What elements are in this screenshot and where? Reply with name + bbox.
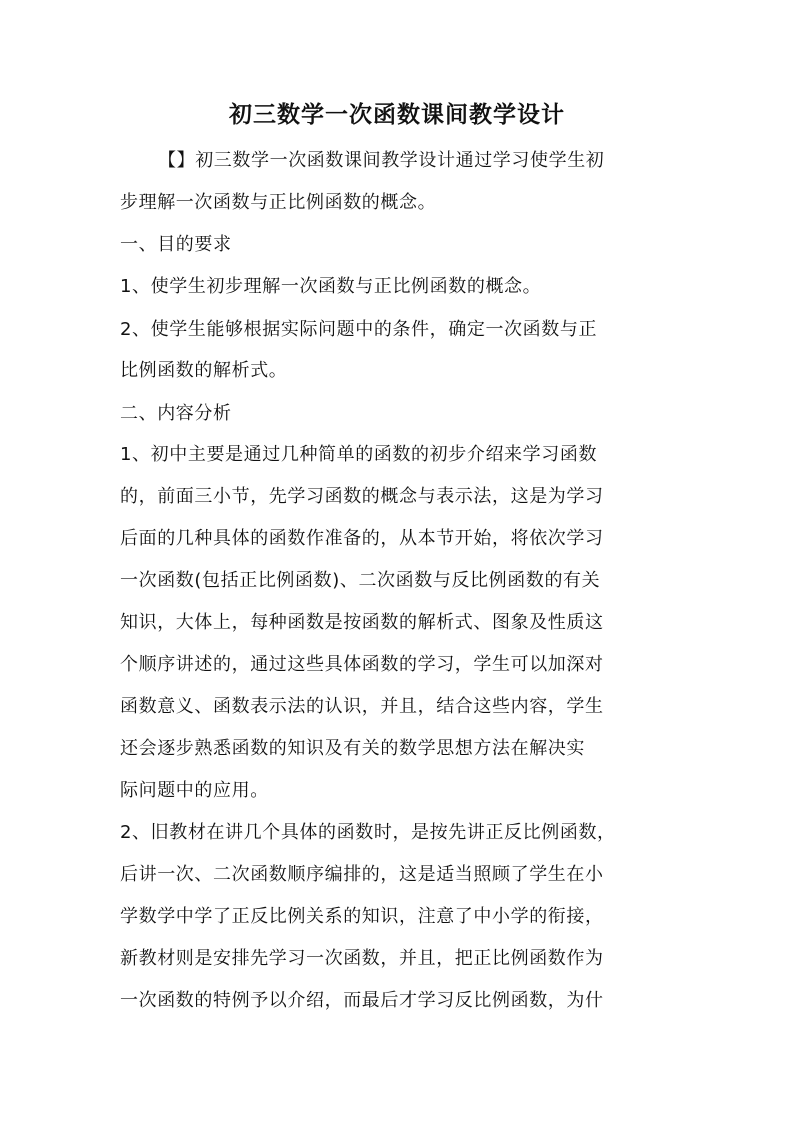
paragraph-line: 知识，大体上，每种函数是按函数的解析式、图象及性质这 bbox=[120, 612, 604, 633]
paragraph-line: 1、使学生初步理解一次函数与正比例函数的概念。 bbox=[120, 276, 542, 297]
paragraph-line: 一次函数(包括正比例函数)、二次函数与反比例函数的有关 bbox=[120, 570, 601, 591]
paragraph-line: 新教材则是安排先学习一次函数，并且，把正比例函数作为 bbox=[120, 948, 604, 969]
paragraph-line: 还会逐步熟悉函数的知识及有关的数学思想方法在解决实 bbox=[120, 738, 585, 759]
paragraph-line: 函数意义、函数表示法的认识，并且，结合这些内容，学生 bbox=[120, 696, 604, 717]
paragraph-line: 步理解一次函数与正比例函数的概念。 bbox=[120, 192, 437, 213]
paragraph-line: 比例函数的解析式。 bbox=[120, 360, 288, 381]
paragraph-line: 个顺序讲述的，通过这些具体函数的学习，学生可以加深对 bbox=[120, 654, 604, 675]
paragraph-line: 1、初中主要是通过几种简单的函数的初步介绍来学习函数 bbox=[120, 444, 598, 465]
document-title: 初三数学一次函数课间教学设计 bbox=[229, 102, 565, 128]
paragraph-line: 【】初三数学一次函数课间教学设计通过学习使学生初 bbox=[158, 150, 605, 171]
paragraph-line: 2、使学生能够根据实际问题中的条件，确定一次函数与正 bbox=[120, 319, 598, 340]
paragraph-line: 后面的几种具体的函数作准备的，从本节开始，将依次学习 bbox=[120, 528, 604, 549]
paragraph-line: 学数学中学了正反比例关系的知识，注意了中小学的衔接， bbox=[120, 906, 604, 927]
paragraph-line: 际问题中的应用。 bbox=[120, 780, 269, 801]
paragraph-line: 2、旧教材在讲几个具体的函数时，是按先讲正反比例函数， bbox=[120, 822, 616, 843]
paragraph-line: 一次函数的特例予以介绍，而最后才学习反比例函数，为什 bbox=[120, 990, 604, 1011]
section-heading: 二、内容分析 bbox=[120, 403, 232, 424]
section-heading: 一、目的要求 bbox=[120, 234, 232, 255]
paragraph-line: 后讲一次、二次函数顺序编排的，这是适当照顾了学生在小 bbox=[120, 864, 604, 885]
paragraph-line: 的，前面三小节，先学习函数的概念与表示法，这是为学习 bbox=[120, 486, 604, 507]
